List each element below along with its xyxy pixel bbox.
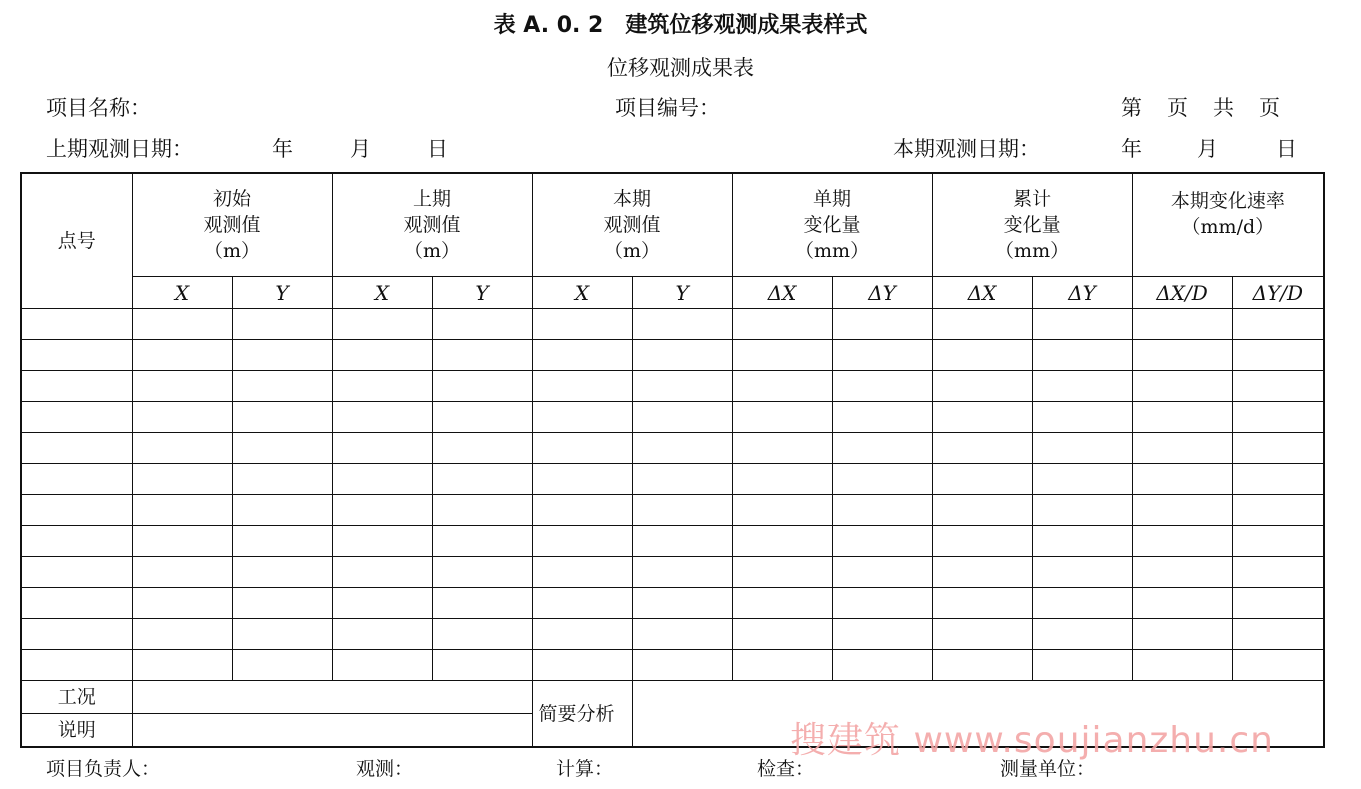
value-cell[interactable] — [232, 588, 332, 619]
single-change-header: 单期 变化量 （mm） — [732, 173, 932, 277]
point-number-cell[interactable] — [21, 557, 132, 588]
value-cell[interactable] — [732, 495, 832, 526]
point-number-cell[interactable] — [21, 371, 132, 402]
value-cell[interactable] — [332, 371, 432, 402]
value-cell[interactable] — [1032, 340, 1132, 371]
value-cell[interactable] — [832, 619, 932, 650]
value-cell[interactable] — [332, 495, 432, 526]
value-cell[interactable] — [132, 619, 232, 650]
value-cell[interactable] — [132, 309, 232, 340]
subheader-cell: ΔY — [832, 277, 932, 309]
subheader-cell: ΔX — [932, 277, 1032, 309]
value-cell[interactable] — [1232, 433, 1324, 464]
value-cell[interactable] — [1132, 309, 1232, 340]
table-row — [21, 495, 1324, 526]
previous-value-header: 上期 观测值 （m） — [332, 173, 532, 277]
this-date-day: 日 — [1276, 137, 1297, 161]
value-cell[interactable] — [332, 619, 432, 650]
value-cell[interactable] — [632, 588, 732, 619]
value-cell[interactable] — [232, 650, 332, 681]
table-row — [21, 340, 1324, 371]
value-cell[interactable] — [832, 588, 932, 619]
value-cell[interactable] — [832, 495, 932, 526]
value-cell[interactable] — [232, 495, 332, 526]
value-cell[interactable] — [832, 526, 932, 557]
value-cell[interactable] — [832, 309, 932, 340]
value-cell[interactable] — [432, 402, 532, 433]
value-cell[interactable] — [332, 340, 432, 371]
point-number-cell[interactable] — [21, 433, 132, 464]
value-cell[interactable] — [1132, 495, 1232, 526]
value-cell[interactable] — [932, 309, 1032, 340]
table-row — [21, 588, 1324, 619]
value-cell[interactable] — [1132, 340, 1232, 371]
value-cell[interactable] — [932, 526, 1032, 557]
value-cell[interactable] — [1032, 588, 1132, 619]
value-cell[interactable] — [232, 526, 332, 557]
value-cell[interactable] — [332, 433, 432, 464]
condition-label: 工况 — [21, 681, 132, 714]
value-cell[interactable] — [832, 433, 932, 464]
last-date-month: 月 — [350, 137, 371, 161]
point-number-cell[interactable] — [21, 588, 132, 619]
value-cell[interactable] — [432, 557, 532, 588]
description-field[interactable] — [132, 714, 532, 748]
value-cell[interactable] — [1132, 402, 1232, 433]
value-cell[interactable] — [532, 557, 632, 588]
value-cell[interactable] — [632, 557, 732, 588]
value-cell[interactable] — [732, 557, 832, 588]
value-cell[interactable] — [632, 495, 732, 526]
value-cell[interactable] — [1132, 371, 1232, 402]
value-cell[interactable] — [132, 464, 232, 495]
value-cell[interactable] — [1132, 433, 1232, 464]
point-number-cell[interactable] — [21, 464, 132, 495]
value-cell[interactable] — [432, 433, 532, 464]
point-number-cell[interactable] — [21, 402, 132, 433]
watermark: 搜建筑 www.soujianzhu.cn — [790, 720, 1274, 761]
value-cell[interactable] — [532, 526, 632, 557]
project-leader-label: 项目负责人： — [46, 758, 161, 780]
value-cell[interactable] — [232, 433, 332, 464]
value-cell[interactable] — [432, 619, 532, 650]
value-cell[interactable] — [332, 650, 432, 681]
value-cell[interactable] — [532, 371, 632, 402]
value-cell[interactable] — [732, 588, 832, 619]
value-cell[interactable] — [232, 619, 332, 650]
displacement-results-table — [20, 172, 1325, 748]
value-cell[interactable] — [832, 464, 932, 495]
value-cell[interactable] — [932, 464, 1032, 495]
value-cell[interactable] — [732, 402, 832, 433]
project-name-label: 项目名称： — [46, 96, 151, 120]
value-cell[interactable] — [132, 433, 232, 464]
value-cell[interactable] — [1032, 650, 1132, 681]
point-number-cell[interactable] — [21, 526, 132, 557]
value-cell[interactable] — [732, 650, 832, 681]
value-cell[interactable] — [732, 309, 832, 340]
table-row — [21, 402, 1324, 433]
value-cell[interactable] — [632, 371, 732, 402]
description-label: 说明 — [21, 714, 132, 748]
value-cell[interactable] — [132, 650, 232, 681]
analysis-label: 简要分析 — [532, 681, 632, 748]
value-cell[interactable] — [1232, 340, 1324, 371]
value-cell[interactable] — [1232, 464, 1324, 495]
value-cell[interactable] — [232, 464, 332, 495]
value-cell[interactable] — [332, 588, 432, 619]
value-cell[interactable] — [632, 526, 732, 557]
page-title: 表 A. 0. 2 建筑位移观测成果表样式 — [493, 13, 868, 38]
value-cell[interactable] — [1032, 371, 1132, 402]
subheader-cell: ΔY/D — [1232, 277, 1324, 309]
value-cell[interactable] — [1132, 464, 1232, 495]
point-number-cell[interactable] — [21, 340, 132, 371]
value-cell[interactable] — [1232, 557, 1324, 588]
value-cell[interactable] — [932, 619, 1032, 650]
value-cell[interactable] — [832, 557, 932, 588]
this-date-year: 年 — [1121, 137, 1142, 161]
value-cell[interactable] — [1032, 495, 1132, 526]
value-cell[interactable] — [232, 557, 332, 588]
value-cell[interactable] — [632, 340, 732, 371]
subheader-cell: Y — [432, 277, 532, 309]
value-cell[interactable] — [1032, 402, 1132, 433]
value-cell[interactable] — [932, 588, 1032, 619]
current-value-header: 本期 观测值 （m） — [532, 173, 732, 277]
last-date-day: 日 — [427, 137, 448, 161]
value-cell[interactable] — [132, 495, 232, 526]
value-cell[interactable] — [732, 371, 832, 402]
value-cell[interactable] — [1132, 650, 1232, 681]
project-number-label: 项目编号： — [615, 96, 720, 120]
table-row — [21, 619, 1324, 650]
point-number-header: 点号 — [21, 173, 132, 309]
value-cell[interactable] — [932, 340, 1032, 371]
condition-field[interactable] — [132, 681, 532, 714]
subheader-cell: X — [532, 277, 632, 309]
value-cell[interactable] — [732, 433, 832, 464]
value-cell[interactable] — [532, 309, 632, 340]
value-cell[interactable] — [732, 340, 832, 371]
value-cell[interactable] — [1132, 557, 1232, 588]
value-cell[interactable] — [632, 433, 732, 464]
value-cell[interactable] — [532, 588, 632, 619]
value-cell[interactable] — [1232, 371, 1324, 402]
this-date-month: 月 — [1197, 137, 1218, 161]
value-cell[interactable] — [932, 371, 1032, 402]
value-cell[interactable] — [432, 495, 532, 526]
value-cell[interactable] — [332, 526, 432, 557]
value-cell[interactable] — [432, 309, 532, 340]
value-cell[interactable] — [1032, 619, 1132, 650]
value-cell[interactable] — [332, 464, 432, 495]
value-cell[interactable] — [132, 588, 232, 619]
subheader-cell: Y — [632, 277, 732, 309]
value-cell[interactable] — [832, 650, 932, 681]
value-cell[interactable] — [432, 588, 532, 619]
value-cell[interactable] — [232, 340, 332, 371]
value-cell[interactable] — [732, 619, 832, 650]
value-cell[interactable] — [632, 650, 732, 681]
value-cell[interactable] — [1232, 309, 1324, 340]
value-cell[interactable] — [932, 433, 1032, 464]
value-cell[interactable] — [232, 402, 332, 433]
value-cell[interactable] — [832, 340, 932, 371]
table-row — [21, 650, 1324, 681]
value-cell[interactable] — [1032, 309, 1132, 340]
value-cell[interactable] — [1132, 526, 1232, 557]
subheader-cell: ΔX — [732, 277, 832, 309]
value-cell[interactable] — [532, 464, 632, 495]
value-cell[interactable] — [832, 371, 932, 402]
subheader-cell: X — [332, 277, 432, 309]
table-row — [21, 433, 1324, 464]
value-cell[interactable] — [132, 526, 232, 557]
value-cell[interactable] — [632, 309, 732, 340]
table-row — [21, 309, 1324, 340]
survey-unit-label: 测量单位： — [1000, 758, 1096, 780]
subheader-cell: ΔY — [1032, 277, 1132, 309]
subheader-cell: ΔX/D — [1132, 277, 1232, 309]
value-cell[interactable] — [932, 495, 1032, 526]
table-row — [21, 464, 1324, 495]
subheader-cell: Y — [232, 277, 332, 309]
value-cell[interactable] — [332, 402, 432, 433]
value-cell[interactable] — [732, 464, 832, 495]
observer-label: 观测： — [356, 758, 414, 780]
value-cell[interactable] — [1032, 433, 1132, 464]
value-cell[interactable] — [1132, 619, 1232, 650]
value-cell[interactable] — [1232, 619, 1324, 650]
value-cell[interactable] — [432, 650, 532, 681]
value-cell[interactable] — [532, 433, 632, 464]
value-cell[interactable] — [632, 464, 732, 495]
checker-label: 检查： — [757, 758, 815, 780]
value-cell[interactable] — [532, 650, 632, 681]
calculator-label: 计算： — [556, 758, 614, 780]
point-number-cell[interactable] — [21, 650, 132, 681]
value-cell[interactable] — [1232, 650, 1324, 681]
point-number-cell[interactable] — [21, 495, 132, 526]
value-cell[interactable] — [132, 557, 232, 588]
value-cell[interactable] — [532, 402, 632, 433]
value-cell[interactable] — [1232, 588, 1324, 619]
cumulative-change-header: 累计 变化量 （mm） — [932, 173, 1132, 277]
point-number-cell[interactable] — [21, 309, 132, 340]
value-cell[interactable] — [832, 402, 932, 433]
table-row — [21, 371, 1324, 402]
value-cell[interactable] — [1232, 495, 1324, 526]
value-cell[interactable] — [1032, 526, 1132, 557]
table-subtitle: 位移观测成果表 — [607, 56, 754, 80]
value-cell[interactable] — [1132, 588, 1232, 619]
value-cell[interactable] — [532, 619, 632, 650]
value-cell[interactable] — [332, 309, 432, 340]
page-count-label: 第 页 共 页 — [1121, 96, 1282, 120]
value-cell[interactable] — [632, 619, 732, 650]
value-cell[interactable] — [132, 340, 232, 371]
value-cell[interactable] — [432, 526, 532, 557]
table-row — [21, 526, 1324, 557]
value-cell[interactable] — [1032, 557, 1132, 588]
value-cell[interactable] — [232, 371, 332, 402]
initial-value-header: 初始 观测值 （m） — [132, 173, 332, 277]
value-cell[interactable] — [532, 340, 632, 371]
value-cell[interactable] — [1032, 464, 1132, 495]
value-cell[interactable] — [932, 650, 1032, 681]
change-rate-header: 本期变化速率 （mm/d） — [1132, 173, 1324, 277]
value-cell[interactable] — [432, 371, 532, 402]
last-date-label: 上期观测日期： — [46, 137, 193, 161]
value-cell[interactable] — [332, 557, 432, 588]
value-cell[interactable] — [932, 402, 1032, 433]
point-number-cell[interactable] — [21, 619, 132, 650]
subheader-cell: X — [132, 277, 232, 309]
value-cell[interactable] — [632, 402, 732, 433]
value-cell[interactable] — [1232, 402, 1324, 433]
this-date-label: 本期观测日期： — [893, 137, 1040, 161]
value-cell[interactable] — [432, 340, 532, 371]
value-cell[interactable] — [132, 371, 232, 402]
value-cell[interactable] — [932, 557, 1032, 588]
value-cell[interactable] — [532, 495, 632, 526]
value-cell[interactable] — [732, 526, 832, 557]
value-cell[interactable] — [1232, 526, 1324, 557]
value-cell[interactable] — [432, 464, 532, 495]
value-cell[interactable] — [232, 309, 332, 340]
value-cell[interactable] — [132, 402, 232, 433]
table-row — [21, 557, 1324, 588]
last-date-year: 年 — [272, 137, 293, 161]
